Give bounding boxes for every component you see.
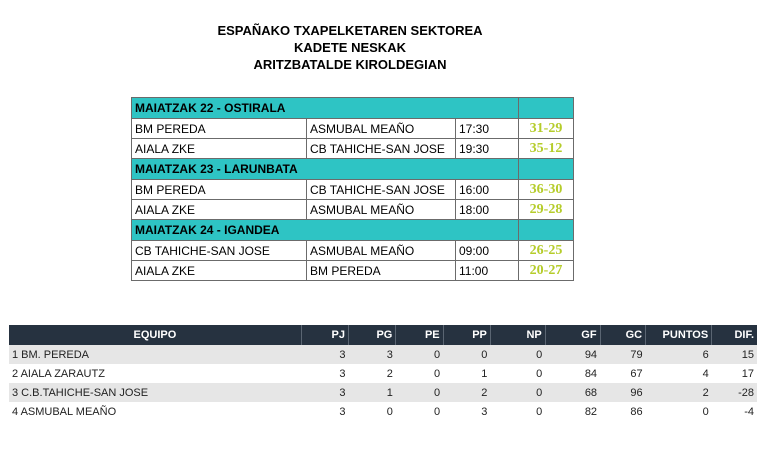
cell-puntos: 4 (646, 364, 712, 383)
home-team: BM PEREDA (132, 180, 307, 200)
day-label: MAIATZAK 23 - LARUNBATA (132, 159, 519, 180)
day-header-23 (132, 159, 574, 180)
match-row (132, 241, 574, 261)
cell-gf: 82 (545, 402, 600, 421)
match-score: 36-30 (519, 180, 574, 200)
cell-pg: 0 (348, 402, 395, 421)
cell-pp: 3 (443, 402, 490, 421)
cell-gf: 84 (545, 364, 600, 383)
cell-puntos: 2 (646, 383, 712, 402)
match-time: 19:30 (456, 139, 519, 159)
home-team: CB TAHICHE-SAN JOSE (132, 241, 307, 261)
table-row (9, 364, 757, 383)
day-label: MAIATZAK 24 - IGANDEA (132, 220, 519, 241)
col-pg: PG (348, 325, 395, 345)
away-team: ASMUBAL MEAÑO (307, 200, 456, 220)
away-team: BM PEREDA (307, 261, 456, 281)
team-name: 1 BM. PEREDA (9, 345, 301, 364)
match-row (132, 261, 574, 281)
match-row (132, 139, 574, 159)
match-row (132, 180, 574, 200)
day-score-blank (519, 159, 574, 180)
cell-gc: 79 (600, 345, 646, 364)
title-line-3: ARITZBATALDE KIROLDEGIAN (253, 57, 447, 72)
cell-gc: 86 (600, 402, 646, 421)
schedule-table (131, 97, 574, 281)
cell-pe: 0 (396, 345, 443, 364)
cell-np: 0 (490, 383, 545, 402)
home-team: AIALA ZKE (132, 261, 307, 281)
cell-pe: 0 (396, 364, 443, 383)
col-gf: GF (545, 325, 600, 345)
day-header-22 (132, 98, 574, 119)
col-pp: PP (443, 325, 490, 345)
cell-pe: 0 (396, 402, 443, 421)
col-dif: DIF. (712, 325, 757, 345)
cell-pg: 1 (348, 383, 395, 402)
cell-gc: 67 (600, 364, 646, 383)
cell-puntos: 6 (646, 345, 712, 364)
home-team: AIALA ZKE (132, 139, 307, 159)
cell-gf: 94 (545, 345, 600, 364)
match-time: 16:00 (456, 180, 519, 200)
away-team: CB TAHICHE-SAN JOSE (307, 139, 456, 159)
match-time: 18:00 (456, 200, 519, 220)
team-name: 4 ASMUBAL MEAÑO (9, 402, 301, 421)
cell-pp: 0 (443, 345, 490, 364)
cell-gf: 68 (545, 383, 600, 402)
col-np: NP (490, 325, 545, 345)
title-line-2: KADETE NESKAK (294, 40, 406, 55)
title-line-1: ESPAÑAKO TXAPELKETAREN SEKTOREA (217, 23, 483, 38)
match-score: 35-12 (519, 139, 574, 159)
cell-pj: 3 (301, 383, 348, 402)
table-row (9, 345, 757, 364)
cell-puntos: 0 (646, 402, 712, 421)
cell-dif: 17 (712, 364, 757, 383)
day-label: MAIATZAK 22 - OSTIRALA (132, 98, 519, 119)
cell-pj: 3 (301, 345, 348, 364)
cell-pp: 2 (443, 383, 490, 402)
day-header-24 (132, 220, 574, 241)
cell-dif: 15 (712, 345, 757, 364)
match-row (132, 200, 574, 220)
match-score: 26-25 (519, 241, 574, 261)
cell-pj: 3 (301, 402, 348, 421)
col-pj: PJ (301, 325, 348, 345)
cell-np: 0 (490, 402, 545, 421)
cell-pg: 2 (348, 364, 395, 383)
away-team: ASMUBAL MEAÑO (307, 119, 456, 139)
team-name: 3 C.B.TAHICHE-SAN JOSE (9, 383, 301, 402)
home-team: BM PEREDA (132, 119, 307, 139)
cell-gc: 96 (600, 383, 646, 402)
cell-np: 0 (490, 364, 545, 383)
match-score: 31-29 (519, 119, 574, 139)
away-team: CB TAHICHE-SAN JOSE (307, 180, 456, 200)
match-row (132, 119, 574, 139)
day-score-blank (519, 220, 574, 241)
table-row (9, 383, 757, 402)
day-score-blank (519, 98, 574, 119)
cell-np: 0 (490, 345, 545, 364)
match-score: 29-28 (519, 200, 574, 220)
home-team: AIALA ZKE (132, 200, 307, 220)
match-time: 17:30 (456, 119, 519, 139)
standings-header (9, 325, 757, 345)
cell-pp: 1 (443, 364, 490, 383)
cell-pe: 0 (396, 383, 443, 402)
col-pe: PE (396, 325, 443, 345)
cell-pg: 3 (348, 345, 395, 364)
team-name: 2 AIALA ZARAUTZ (9, 364, 301, 383)
table-row (9, 402, 757, 421)
col-gc: GC (600, 325, 646, 345)
cell-pj: 3 (301, 364, 348, 383)
cell-dif: -28 (712, 383, 757, 402)
match-time: 09:00 (456, 241, 519, 261)
col-equipo: EQUIPO (9, 325, 301, 345)
col-puntos: PUNTOS (646, 325, 712, 345)
cell-dif: -4 (712, 402, 757, 421)
match-score: 20-27 (519, 261, 574, 281)
match-time: 11:00 (456, 261, 519, 281)
standings-table (9, 325, 757, 421)
away-team: ASMUBAL MEAÑO (307, 241, 456, 261)
